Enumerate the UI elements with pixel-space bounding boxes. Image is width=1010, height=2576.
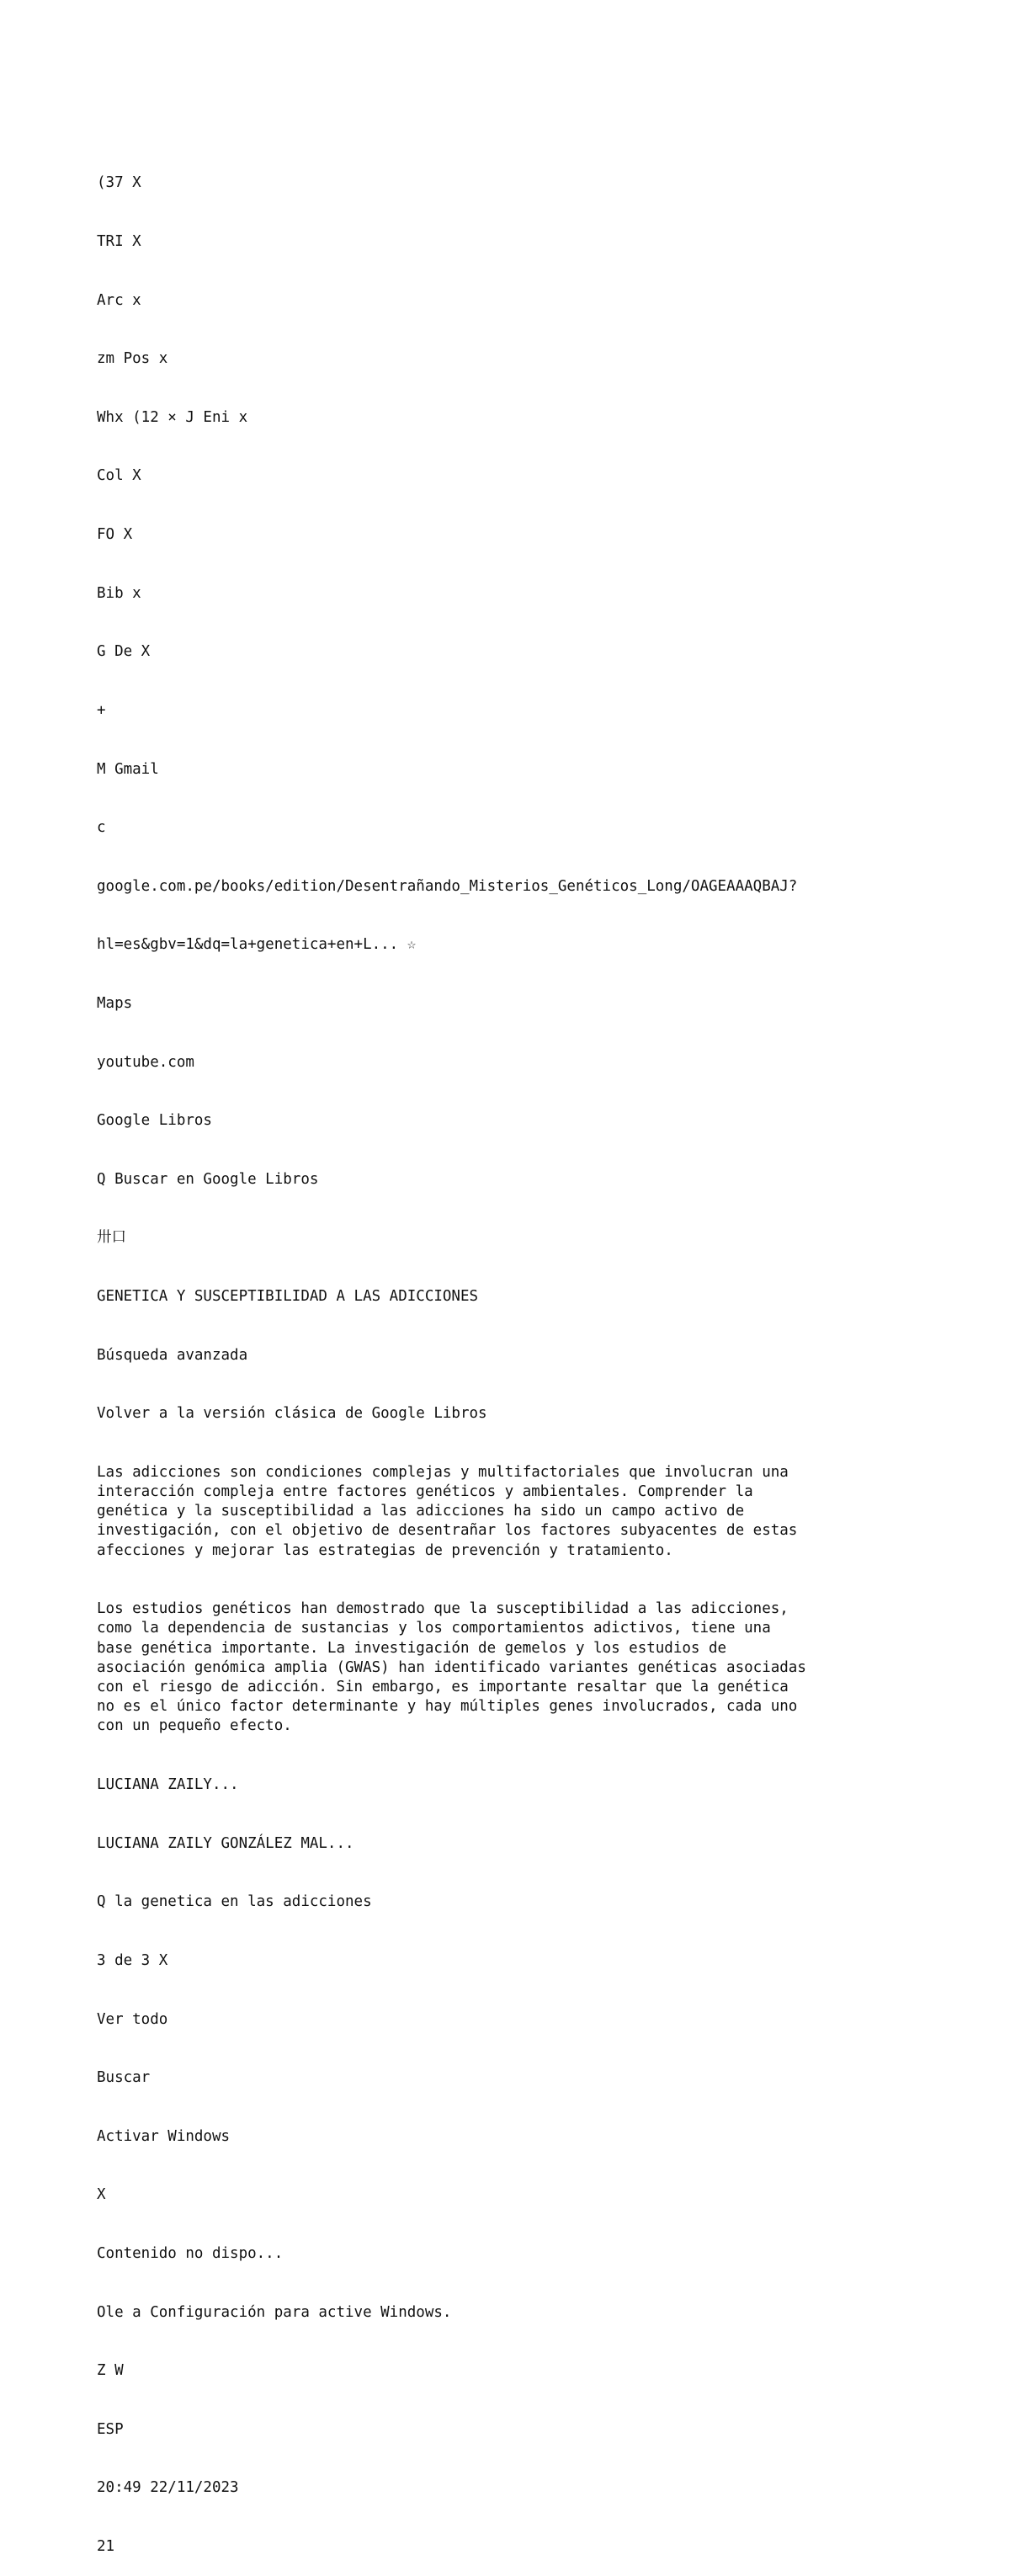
tab-zm-pos: zm Pos x: [97, 350, 168, 368]
language-indicator: ESP: [97, 2420, 124, 2438]
tab-bib: Bib x: [97, 584, 141, 602]
tab-whx-eni: Whx (12 × J Eni x: [97, 408, 248, 426]
advanced-search: Búsqueda avanzada: [97, 1346, 248, 1364]
address-url-line-1: google.com.pe/books/edition/Desentrañando_Misterios_Genéticos_Long/OAGEAAAQBAJ?: [97, 877, 798, 895]
close-x: X: [97, 2186, 106, 2204]
tab-col: Col X: [97, 467, 141, 485]
new-tab-plus: +: [97, 701, 106, 719]
clock-datetime: 20:49 22/11/2023: [97, 2479, 239, 2497]
search-result-count: 3 de 3 X: [97, 1951, 168, 1969]
address-url-line-2: hl=es&gbv=1&dq=la+genetica+en+L... ☆: [97, 936, 417, 954]
tab-tri: TRI X: [97, 233, 141, 251]
book-heading: GENETICA Y SUSCEPTIBILIDAD A LAS ADICCIONES: [97, 1287, 479, 1305]
search-google-libros: Q Buscar en Google Libros: [97, 1170, 319, 1188]
ver-todo: Ver todo: [97, 2010, 168, 2028]
reload-c: c: [97, 819, 106, 837]
view-icons-glyphs: 卅口: [97, 1229, 126, 1247]
paragraph-1: Las adicciones son condiciones complejas y multifactoriales que involucran una interacción compleja entre factores genéticos y ambientales. Comprender la genética y la susceptibilidad a las adicciones ha sido un campo activo de investigación, con el objetivo de desentrañar los factores subyacentes de estas afecciones y mejorar las estrategias de prevención y tratamiento.: [97, 1463, 798, 1559]
tab-g-de: G De X: [97, 643, 151, 661]
youtube-bookmark: youtube.com: [97, 1053, 194, 1071]
activate-windows: Activar Windows: [97, 2127, 231, 2145]
tab-fo: FO X: [97, 526, 133, 544]
paragraph-2: Los estudios genéticos han demostrado que la susceptibilidad a las adicciones, como la dependencia de sustancias y los comportamientos adictivos, tiene una base genética importante. La investigación de gemelos y los estudios de asociación genómica amplia (GWAS) han identificado variantes genéticas asociadas con el riesgo de adicción. Sin embargo, es importante resaltar que la genética no es el único factor determinante y hay múltiples genes involucrados, cada uno con un pequeño efecto.: [97, 1600, 806, 1735]
maps-bookmark: Maps: [97, 994, 133, 1012]
taskbar-zw: Z W: [97, 2362, 124, 2380]
ocr-transcript-document: [97, 135, 938, 2576]
gmail-bookmark: M Gmail: [97, 760, 159, 778]
classic-version-link: Volver a la versión clásica de Google Libros: [97, 1405, 487, 1423]
notification-count: 21: [97, 2537, 115, 2555]
activate-windows-hint: Ole a Configuración para active Windows.: [97, 2303, 452, 2321]
author-short: LUCIANA ZAILY...: [97, 1776, 239, 1794]
in-book-search-query: Q la genetica en las adicciones: [97, 1893, 372, 1911]
content-unavailable: Contenido no dispo...: [97, 2244, 284, 2262]
author-long: LUCIANA ZAILY GONZÁLEZ MAL...: [97, 1834, 354, 1852]
buscar: Buscar: [97, 2069, 151, 2087]
tab-37: (37 X: [97, 174, 141, 192]
google-libros-title: Google Libros: [97, 1112, 212, 1130]
tab-arc: Arc x: [97, 291, 141, 309]
